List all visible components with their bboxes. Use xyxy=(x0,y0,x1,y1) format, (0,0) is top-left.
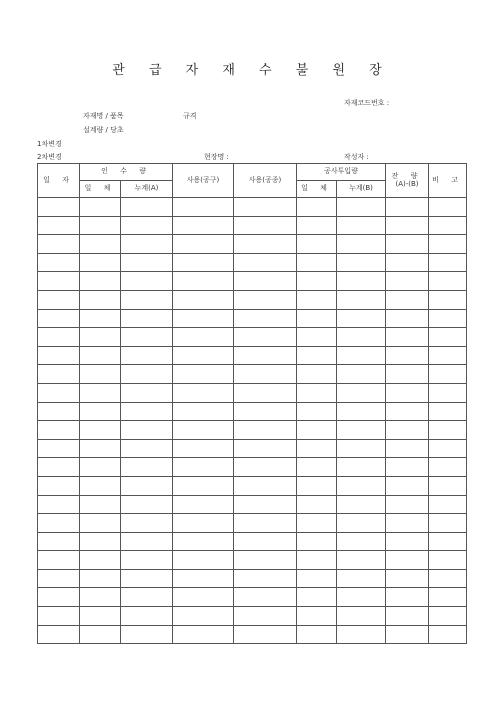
table-cell[interactable] xyxy=(337,365,386,384)
table-cell[interactable] xyxy=(337,495,386,514)
table-cell[interactable] xyxy=(80,328,121,347)
table-row xyxy=(38,309,467,328)
table-cell[interactable] xyxy=(234,458,297,477)
table-cell[interactable] xyxy=(297,235,337,254)
table-cell[interactable] xyxy=(429,439,467,458)
table-cell[interactable] xyxy=(38,607,80,626)
site-name-label: 현장명 : xyxy=(204,153,229,161)
table-cell[interactable] xyxy=(173,495,234,514)
col-receipt-header: 인 수 량 xyxy=(80,164,173,181)
table-cell[interactable] xyxy=(337,309,386,328)
table-cell[interactable] xyxy=(173,458,234,477)
table-cell[interactable] xyxy=(386,198,429,217)
table-cell[interactable] xyxy=(173,476,234,495)
table-cell[interactable] xyxy=(386,625,429,644)
table-cell[interactable] xyxy=(173,216,234,235)
table-cell[interactable] xyxy=(80,532,121,551)
table-cell[interactable] xyxy=(297,532,337,551)
table-cell[interactable] xyxy=(429,514,467,533)
table-cell[interactable] xyxy=(173,383,234,402)
col-receipt-cum-header: 누계(A) xyxy=(121,181,173,198)
table-cell[interactable] xyxy=(38,588,80,607)
table-row xyxy=(38,328,467,347)
table-row xyxy=(38,365,467,384)
table-cell[interactable] xyxy=(80,514,121,533)
col-receipt-date-header: 일 체 xyxy=(80,181,121,198)
col-input-date-header: 일 체 xyxy=(297,181,337,198)
table-cell[interactable] xyxy=(121,551,173,570)
table-cell[interactable] xyxy=(234,216,297,235)
table-cell[interactable] xyxy=(386,365,429,384)
table-cell[interactable] xyxy=(38,551,80,570)
table-cell[interactable] xyxy=(429,551,467,570)
table-cell[interactable] xyxy=(234,476,297,495)
table-cell[interactable] xyxy=(386,476,429,495)
table-cell[interactable] xyxy=(297,402,337,421)
table-cell[interactable] xyxy=(121,309,173,328)
table-cell[interactable] xyxy=(121,402,173,421)
table-cell[interactable] xyxy=(121,290,173,309)
table-row xyxy=(38,588,467,607)
table-cell[interactable] xyxy=(234,309,297,328)
table-cell[interactable] xyxy=(386,569,429,588)
table-cell[interactable] xyxy=(234,383,297,402)
table-cell[interactable] xyxy=(38,290,80,309)
table-cell[interactable] xyxy=(38,439,80,458)
table-cell[interactable] xyxy=(337,290,386,309)
table-cell[interactable] xyxy=(429,607,467,626)
table-cell[interactable] xyxy=(80,607,121,626)
table-cell[interactable] xyxy=(121,607,173,626)
table-cell[interactable] xyxy=(429,198,467,217)
table-cell[interactable] xyxy=(386,346,429,365)
table-cell[interactable] xyxy=(80,365,121,384)
col-input-header: 공사투입량 xyxy=(297,164,386,181)
design-qty-label: 설계량 / 당초 xyxy=(83,126,124,134)
table-cell[interactable] xyxy=(386,328,429,347)
table-cell[interactable] xyxy=(173,532,234,551)
table-cell[interactable] xyxy=(297,198,337,217)
table-cell[interactable] xyxy=(234,346,297,365)
table-cell[interactable] xyxy=(386,402,429,421)
table-cell[interactable] xyxy=(121,514,173,533)
table-cell[interactable] xyxy=(234,272,297,291)
table-cell[interactable] xyxy=(234,198,297,217)
col-balance-label: 잔 량 xyxy=(391,171,423,180)
table-cell[interactable] xyxy=(173,198,234,217)
table-cell[interactable] xyxy=(337,383,386,402)
table-cell[interactable] xyxy=(38,235,80,254)
table-cell[interactable] xyxy=(121,383,173,402)
table-cell[interactable] xyxy=(38,569,80,588)
table-cell[interactable] xyxy=(173,272,234,291)
table-cell[interactable] xyxy=(337,588,386,607)
table-cell[interactable] xyxy=(38,495,80,514)
table-cell[interactable] xyxy=(173,253,234,272)
table-row xyxy=(38,551,467,570)
table-cell[interactable] xyxy=(297,346,337,365)
table-cell[interactable] xyxy=(337,569,386,588)
table-cell[interactable] xyxy=(429,290,467,309)
table-cell[interactable] xyxy=(121,532,173,551)
table-cell[interactable] xyxy=(38,365,80,384)
table-cell[interactable] xyxy=(234,607,297,626)
table-cell[interactable] xyxy=(429,272,467,291)
table-row xyxy=(38,421,467,440)
table-row xyxy=(38,402,467,421)
table-cell[interactable] xyxy=(234,514,297,533)
col-use-public-header: 사용(공구) xyxy=(173,164,234,198)
table-cell[interactable] xyxy=(121,198,173,217)
table-cell[interactable] xyxy=(173,569,234,588)
table-cell[interactable] xyxy=(297,476,337,495)
table-row xyxy=(38,439,467,458)
table-cell[interactable] xyxy=(121,216,173,235)
table-cell[interactable] xyxy=(80,402,121,421)
table-cell[interactable] xyxy=(337,551,386,570)
table-cell[interactable] xyxy=(173,421,234,440)
table-cell[interactable] xyxy=(297,588,337,607)
table-cell[interactable] xyxy=(337,216,386,235)
table-cell[interactable] xyxy=(38,402,80,421)
table-cell[interactable] xyxy=(386,253,429,272)
table-cell[interactable] xyxy=(173,309,234,328)
table-cell[interactable] xyxy=(297,365,337,384)
table-cell[interactable] xyxy=(297,458,337,477)
table-cell[interactable] xyxy=(234,235,297,254)
table-cell[interactable] xyxy=(121,458,173,477)
table-cell[interactable] xyxy=(429,421,467,440)
table-cell[interactable] xyxy=(386,514,429,533)
table-cell[interactable] xyxy=(121,476,173,495)
table-cell[interactable] xyxy=(121,439,173,458)
table-row xyxy=(38,383,467,402)
table-cell[interactable] xyxy=(80,495,121,514)
table-cell[interactable] xyxy=(337,253,386,272)
table-row xyxy=(38,476,467,495)
table-row xyxy=(38,290,467,309)
table-row xyxy=(38,235,467,254)
table-cell[interactable] xyxy=(337,532,386,551)
table-cell[interactable] xyxy=(38,421,80,440)
table-row xyxy=(38,495,467,514)
table-cell[interactable] xyxy=(234,625,297,644)
table-cell[interactable] xyxy=(297,272,337,291)
table-cell[interactable] xyxy=(297,216,337,235)
table-cell[interactable] xyxy=(337,402,386,421)
table-cell[interactable] xyxy=(80,272,121,291)
table-cell[interactable] xyxy=(234,588,297,607)
table-cell[interactable] xyxy=(429,625,467,644)
table-cell[interactable] xyxy=(80,458,121,477)
table-cell[interactable] xyxy=(386,458,429,477)
table-cell[interactable] xyxy=(121,365,173,384)
table-cell[interactable] xyxy=(386,421,429,440)
table-cell[interactable] xyxy=(386,383,429,402)
table-cell[interactable] xyxy=(80,439,121,458)
table-cell[interactable] xyxy=(386,272,429,291)
table-cell[interactable] xyxy=(337,346,386,365)
change2-label: 2차변경 xyxy=(37,153,62,161)
table-row xyxy=(38,458,467,477)
table-cell[interactable] xyxy=(386,439,429,458)
table-cell[interactable] xyxy=(386,607,429,626)
table-cell[interactable] xyxy=(38,346,80,365)
table-cell[interactable] xyxy=(429,309,467,328)
table-cell[interactable] xyxy=(80,253,121,272)
table-cell[interactable] xyxy=(337,514,386,533)
table-cell[interactable] xyxy=(38,476,80,495)
table-cell[interactable] xyxy=(121,569,173,588)
table-cell[interactable] xyxy=(429,365,467,384)
table-cell[interactable] xyxy=(234,253,297,272)
table-cell[interactable] xyxy=(80,346,121,365)
table-cell[interactable] xyxy=(173,607,234,626)
table-cell[interactable] xyxy=(121,235,173,254)
table-cell[interactable] xyxy=(297,383,337,402)
table-cell[interactable] xyxy=(38,383,80,402)
table-cell[interactable] xyxy=(234,290,297,309)
table-cell[interactable] xyxy=(337,328,386,347)
table-cell[interactable] xyxy=(173,514,234,533)
col-use-work-header: 사용(공종) xyxy=(234,164,297,198)
col-input-cum-header: 누계(B) xyxy=(337,181,386,198)
table-cell[interactable] xyxy=(429,235,467,254)
table-cell[interactable] xyxy=(337,198,386,217)
ledger-table xyxy=(37,163,467,644)
table-cell[interactable] xyxy=(429,476,467,495)
table-cell[interactable] xyxy=(80,198,121,217)
table-cell[interactable] xyxy=(234,421,297,440)
table-row xyxy=(38,625,467,644)
table-cell[interactable] xyxy=(38,458,80,477)
table-cell[interactable] xyxy=(297,290,337,309)
table-row xyxy=(38,514,467,533)
table-cell[interactable] xyxy=(80,569,121,588)
table-cell[interactable] xyxy=(429,328,467,347)
table-cell[interactable] xyxy=(297,253,337,272)
table-cell[interactable] xyxy=(80,421,121,440)
table-cell[interactable] xyxy=(386,235,429,254)
table-cell[interactable] xyxy=(429,458,467,477)
table-cell[interactable] xyxy=(297,607,337,626)
table-cell[interactable] xyxy=(80,290,121,309)
spec-label: 규격 xyxy=(183,112,197,120)
table-cell[interactable] xyxy=(337,272,386,291)
table-cell[interactable] xyxy=(173,365,234,384)
table-row xyxy=(38,253,467,272)
table-row xyxy=(38,607,467,626)
table-cell[interactable] xyxy=(38,216,80,235)
table-cell[interactable] xyxy=(80,625,121,644)
page-title: 관 급 자 재 수 불 원 장 xyxy=(112,63,392,78)
material-code-label: 자재코드번호 : xyxy=(344,99,390,107)
table-cell[interactable] xyxy=(386,216,429,235)
table-cell[interactable] xyxy=(38,532,80,551)
table-cell[interactable] xyxy=(80,588,121,607)
table-cell[interactable] xyxy=(337,476,386,495)
table-cell[interactable] xyxy=(429,346,467,365)
table-row xyxy=(38,272,467,291)
table-cell[interactable] xyxy=(121,421,173,440)
table-cell[interactable] xyxy=(429,402,467,421)
table-cell[interactable] xyxy=(173,402,234,421)
table-cell[interactable] xyxy=(386,551,429,570)
table-cell[interactable] xyxy=(234,569,297,588)
change1-label: 1차변경 xyxy=(37,140,62,148)
table-cell[interactable] xyxy=(429,588,467,607)
table-cell[interactable] xyxy=(80,383,121,402)
col-balance-formula: (A)-(B) xyxy=(395,179,419,188)
table-cell[interactable] xyxy=(173,328,234,347)
table-cell[interactable] xyxy=(297,514,337,533)
table-cell[interactable] xyxy=(297,625,337,644)
table-cell[interactable] xyxy=(297,551,337,570)
table-row xyxy=(38,346,467,365)
table-cell[interactable] xyxy=(297,328,337,347)
table-cell[interactable] xyxy=(297,439,337,458)
table-cell[interactable] xyxy=(234,402,297,421)
table-row xyxy=(38,216,467,235)
table-cell[interactable] xyxy=(38,514,80,533)
table-cell[interactable] xyxy=(173,588,234,607)
table-cell[interactable] xyxy=(173,290,234,309)
table-cell[interactable] xyxy=(80,476,121,495)
table-cell[interactable] xyxy=(80,216,121,235)
table-cell[interactable] xyxy=(386,290,429,309)
table-cell[interactable] xyxy=(173,346,234,365)
table-cell[interactable] xyxy=(121,625,173,644)
table-cell[interactable] xyxy=(337,421,386,440)
table-cell[interactable] xyxy=(297,495,337,514)
material-name-label: 자재명 / 품목 xyxy=(83,112,124,120)
table-cell[interactable] xyxy=(38,253,80,272)
table-cell[interactable] xyxy=(121,272,173,291)
table-cell[interactable] xyxy=(121,588,173,607)
table-cell[interactable] xyxy=(337,235,386,254)
table-cell[interactable] xyxy=(234,365,297,384)
table-cell[interactable] xyxy=(173,439,234,458)
author-label: 작성자 : xyxy=(344,153,369,161)
col-date-header: 일 자 xyxy=(38,164,80,198)
table-cell[interactable] xyxy=(429,569,467,588)
table-cell[interactable] xyxy=(38,198,80,217)
table-row xyxy=(38,532,467,551)
table-cell[interactable] xyxy=(38,272,80,291)
table-cell[interactable] xyxy=(80,309,121,328)
table-cell[interactable] xyxy=(429,253,467,272)
table-cell[interactable] xyxy=(173,625,234,644)
ledger-body xyxy=(38,198,467,644)
table-cell[interactable] xyxy=(234,328,297,347)
table-cell[interactable] xyxy=(297,569,337,588)
table-cell[interactable] xyxy=(234,532,297,551)
table-cell[interactable] xyxy=(429,532,467,551)
table-cell[interactable] xyxy=(173,235,234,254)
table-cell[interactable] xyxy=(173,551,234,570)
table-cell[interactable] xyxy=(386,309,429,328)
table-cell[interactable] xyxy=(38,625,80,644)
table-cell[interactable] xyxy=(429,495,467,514)
col-balance-header xyxy=(386,164,429,198)
table-cell[interactable] xyxy=(234,439,297,458)
table-cell[interactable] xyxy=(121,495,173,514)
table-cell[interactable] xyxy=(234,551,297,570)
table-cell[interactable] xyxy=(337,625,386,644)
table-cell[interactable] xyxy=(234,495,297,514)
table-cell[interactable] xyxy=(80,235,121,254)
table-cell[interactable] xyxy=(386,532,429,551)
table-cell[interactable] xyxy=(337,439,386,458)
table-cell[interactable] xyxy=(38,309,80,328)
table-row xyxy=(38,198,467,217)
col-remarks-header: 비 고 xyxy=(429,164,467,198)
table-cell[interactable] xyxy=(386,588,429,607)
table-cell[interactable] xyxy=(121,253,173,272)
table-row xyxy=(38,569,467,588)
table-cell[interactable] xyxy=(80,551,121,570)
table-cell[interactable] xyxy=(429,216,467,235)
table-cell[interactable] xyxy=(337,607,386,626)
table-cell[interactable] xyxy=(386,495,429,514)
table-cell[interactable] xyxy=(38,328,80,347)
table-cell[interactable] xyxy=(297,421,337,440)
table-cell[interactable] xyxy=(121,328,173,347)
table-cell[interactable] xyxy=(337,458,386,477)
table-cell[interactable] xyxy=(297,309,337,328)
table-cell[interactable] xyxy=(429,383,467,402)
table-cell[interactable] xyxy=(121,346,173,365)
